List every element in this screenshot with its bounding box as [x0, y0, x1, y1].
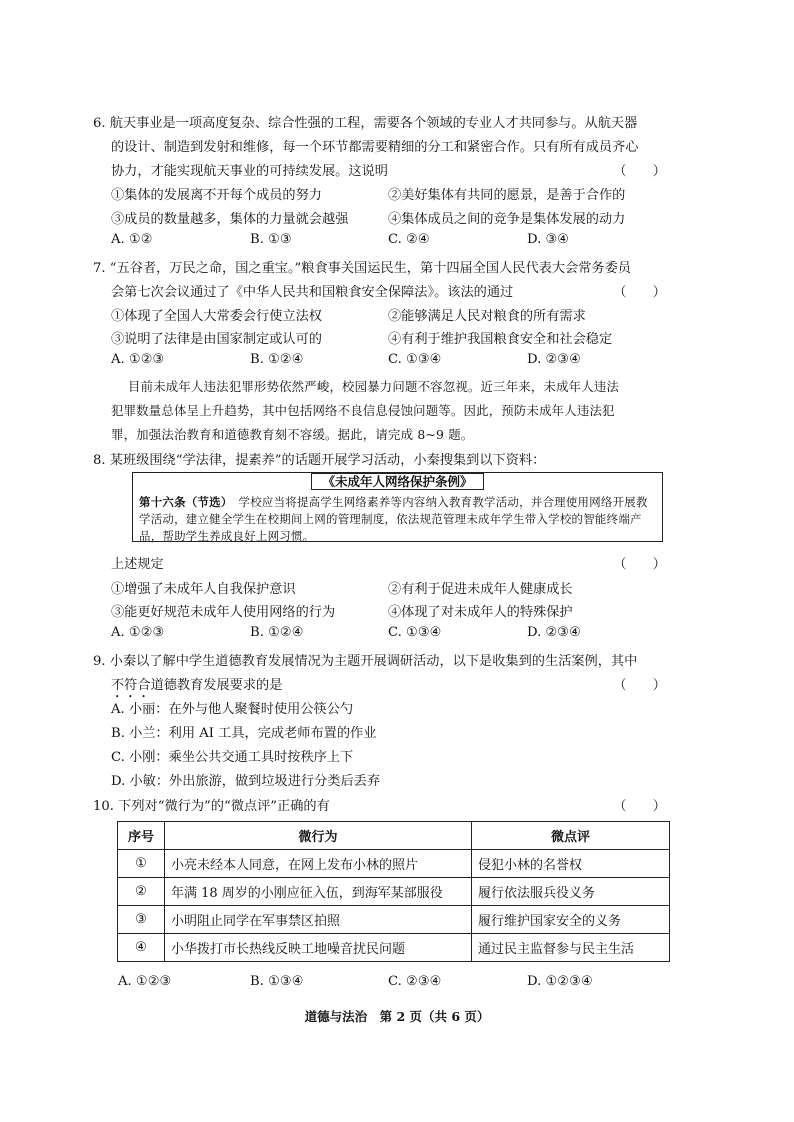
- regulation-text: [139, 494, 656, 545]
- q6-option-d: D. ③④: [527, 232, 570, 247]
- q6-statement-2: ②美好集体有共同的愿景，是善于合作的: [388, 188, 626, 203]
- q8-statement-1: ①增强了未成年人自我保护意识: [111, 582, 296, 597]
- table-cell-index: ④: [118, 934, 165, 962]
- q9-option-a: A. 小丽：在外与他人聚餐时使用公筷公勺: [111, 702, 354, 717]
- q6-line-1: 6. 航天事业是一项高度复杂、综合性强的工程，需要各个领域的专业人才共同参与。从航天器: [93, 116, 638, 131]
- table-header-row: [118, 822, 670, 850]
- table-cell-comment: 履行依法服兵役义务: [472, 878, 670, 906]
- q8-option-a: A. ①②③: [111, 625, 165, 640]
- table-cell-comment: 履行维护国家安全的义务: [472, 906, 670, 934]
- q8-option-c: C. ①③④: [388, 625, 442, 640]
- table-header-comment: 微点评: [472, 822, 670, 850]
- q9-answer-paren: （ ）: [613, 678, 666, 693]
- q6-option-c: C. ②④: [388, 232, 430, 247]
- q6-statement-4: ④集体成员之间的竞争是集体发展的动力: [388, 212, 626, 227]
- q10-option-b: B. ①③④: [250, 974, 304, 989]
- q8-statement-3: ③能更好规范未成年人使用网络的行为: [111, 605, 336, 620]
- q7-option-d: D. ②③④: [527, 352, 581, 367]
- intro-line-2: 犯罪数量总体呈上升趋势，其中包括网络不良信息侵蚀问题等。因此，预防未成年人违法犯: [111, 403, 615, 418]
- q9-option-c: C. 小刚：乘坐公共交通工具时按秩序上下: [111, 750, 354, 765]
- q7-statement-1: ①体现了全国人大常委会行使立法权: [111, 309, 322, 324]
- q7-option-b: B. ①②④: [250, 352, 304, 367]
- q8-stem: 上述规定: [111, 557, 164, 572]
- q10-option-a: A. ①②③: [118, 974, 172, 989]
- table-cell-index: ①: [118, 850, 165, 878]
- table-cell-comment: 通过民主监督参与民主生活: [472, 934, 670, 962]
- page-footer: 道德与法治 第 2 页（共 6 页）: [304, 1009, 490, 1024]
- table-cell-behavior: 小华拨打市长热线反映工地噪音扰民问题: [165, 934, 472, 962]
- intro-line-1: 目前未成年人违法犯罪形势依然严峻，校园暴力问题不容忽视。近三年来，未成年人违法: [128, 379, 620, 394]
- q9-option-b: B. 小兰：利用 AI 工具，完成老师布置的作业: [111, 726, 377, 741]
- table-header-behavior: 微行为: [165, 822, 472, 850]
- q7-option-a: A. ①②③: [111, 352, 165, 367]
- q7-statement-2: ②能够满足人民对粮食的所有需求: [388, 309, 586, 324]
- q8-statement-2: ②有利于促进未成年人健康成长: [388, 582, 573, 597]
- q7-line-2: 会第七次会议通过了《中华人民共和国粮食安全保障法》。该法的通过: [111, 285, 514, 300]
- q10-answer-paren: （ ）: [613, 799, 666, 814]
- q9-option-d: D. 小敏：外出旅游，做到垃圾进行分类后丢弃: [111, 774, 381, 789]
- table-cell-behavior: 小亮未经本人同意，在网上发布小林的照片: [165, 850, 472, 878]
- q10-option-c: C. ②③④: [388, 974, 442, 989]
- q6-statement-3: ③成员的数量越多，集体的力量就会越强: [111, 212, 349, 227]
- q6-line-2: 的设计、制造到发射和维修，每一个环节都需要精细的分工和紧密合作。只有所有成员齐心: [111, 140, 639, 155]
- behavior-comment-table: [117, 821, 670, 962]
- q7-line-1: 7. “五谷者，万民之命，国之重宝。”粮食事关国运民生，第十四届全国人民代表大会常务委员: [93, 261, 631, 276]
- q8-option-b: B. ①②④: [250, 625, 304, 640]
- q10-option-d: D. ①②③④: [527, 974, 593, 989]
- table-row: [118, 934, 670, 962]
- q7-statement-3: ③说明了法律是由国家制定或认可的: [111, 332, 322, 347]
- table-cell-behavior: 小明阻止同学在军事禁区拍照: [165, 906, 472, 934]
- q9-line-2-rest: 道德教育发展要求的是: [150, 678, 283, 693]
- regulation-article-label: 第十六条（节选）: [139, 495, 227, 509]
- table-cell-index: ②: [118, 878, 165, 906]
- q7-option-c: C. ①③④: [388, 352, 442, 367]
- regulation-title: 《未成年人网络保护条例》: [311, 473, 483, 490]
- q10-line-1: 10. 下列对“微行为”的“微点评”正确的有: [93, 799, 330, 814]
- table-header-index: 序号: [118, 822, 165, 850]
- q6-option-b: B. ①③: [250, 232, 292, 247]
- regulation-excerpt-box: [132, 472, 663, 542]
- table-cell-comment: 侵犯小林的名誉权: [472, 850, 670, 878]
- table-row: [118, 850, 670, 878]
- q8-answer-paren: （ ）: [613, 557, 666, 572]
- q6-statement-1: ①集体的发展离不开每个成员的努力: [111, 188, 322, 203]
- q9-line-1: 9. 小秦以了解中学生道德教育发展情况为主题开展调研活动，以下是收集到的生活案例，其中: [93, 654, 638, 669]
- regulation-body: 学校应当将提高学生网络素养等内容纳入教育教学活动，并合理使用网络开展教学活动，建立健全学生在校期间上网的管理制度，依法规范管理未成年学生带入学校的智能终端产品，帮助学生养成良好上网习惯。: [139, 495, 648, 543]
- q6-line-3: 协力，才能实现航天事业的可持续发展。这说明: [111, 164, 388, 179]
- table-row: [118, 878, 670, 906]
- q9-emphasis-text: 不符合: [111, 678, 151, 693]
- q8-statement-4: ④体现了对未成年人的特殊保护: [388, 605, 573, 620]
- table-cell-behavior: 年满 18 周岁的小刚应征入伍，到海军某部服役: [165, 878, 472, 906]
- q6-option-a: A. ①②: [111, 232, 153, 247]
- intro-line-3: 罪，加强法治教育和道德教育刻不容缓。据此，请完成 8~9 题。: [111, 427, 474, 442]
- q7-statement-4: ④有利于维护我国粮食安全和社会稳定: [388, 332, 613, 347]
- table-row: [118, 906, 670, 934]
- q8-option-d: D. ②③④: [527, 625, 581, 640]
- q6-answer-paren: （ ）: [613, 164, 666, 179]
- q7-answer-paren: （ ）: [613, 285, 666, 300]
- table-cell-index: ③: [118, 906, 165, 934]
- q8-line-1: 8. 某班级围绕“学法律，提素养”的话题开展学习活动，小秦搜集到以下资料：: [93, 453, 546, 468]
- q9-line-2: [111, 674, 282, 701]
